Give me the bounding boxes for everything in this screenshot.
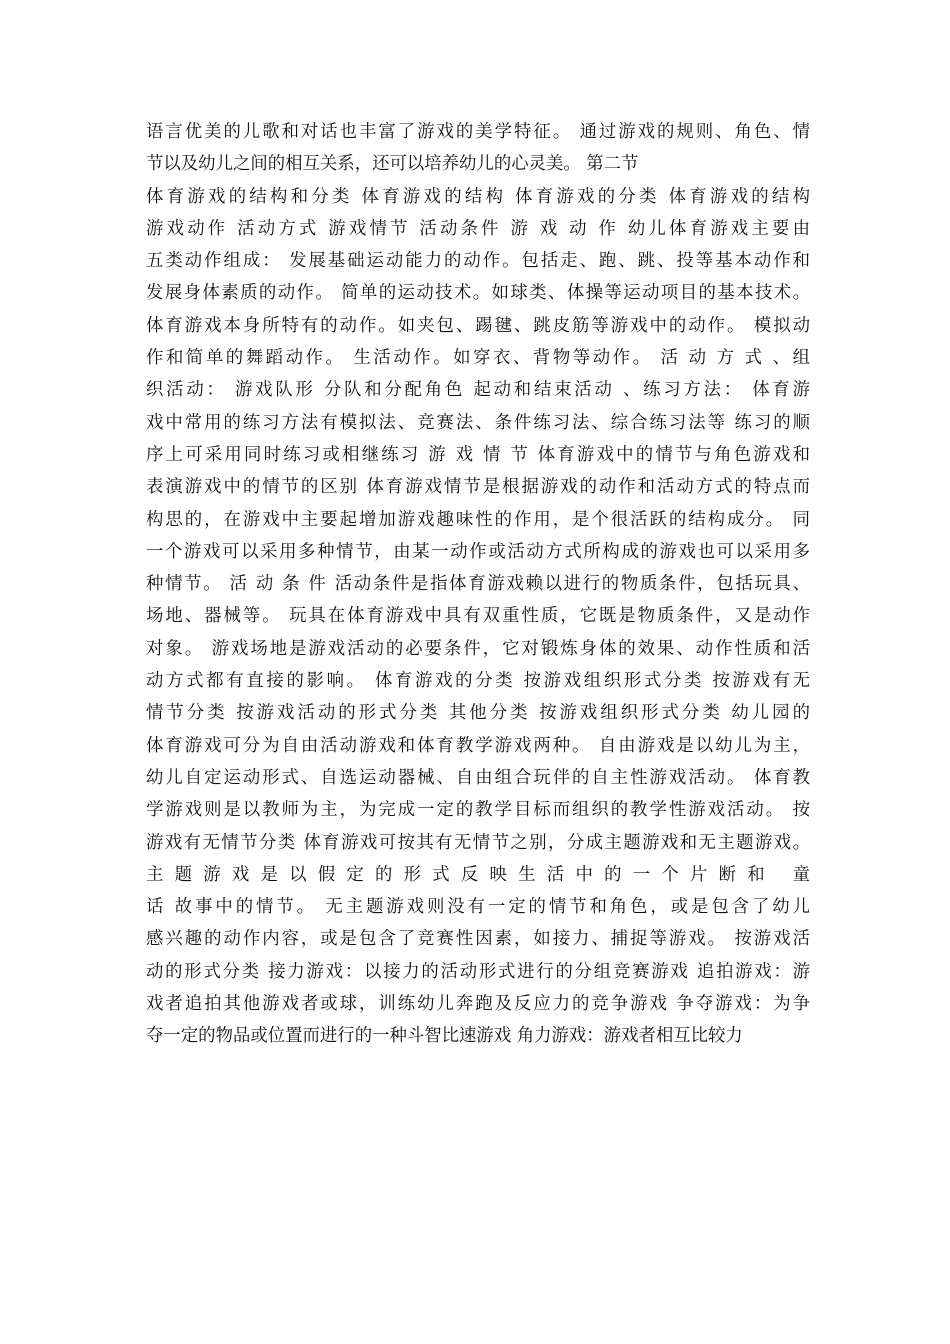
text-line: 序上可采用同时练习或相继练习 游 戏 情 节 体育游戏中的情节与角色游戏和 xyxy=(146,444,810,465)
text-line: 语言优美的儿歌和对话也丰富了游戏的美学特征。 通过游戏的规则、角色、情 xyxy=(146,122,810,142)
text-line: 一个游戏可以采用多种情节，由某一动作或活动方式所构成的游戏也可以采用多 xyxy=(146,541,810,562)
text-line: 话 故事中的情节。 无主题游戏则没有一定的情节和角色，或是包含了幼儿 xyxy=(146,897,810,918)
text-line: 体育游戏的结构和分类 体育游戏的结构 体育游戏的分类 体育游戏的结构 xyxy=(146,186,810,207)
text-line: 节以及幼儿之间的相互关系，还可以培养幼儿的心灵美。 第二节 xyxy=(146,154,639,175)
text-line: 动方式都有直接的影响。 体育游戏的分类 按游戏组织形式分类 按游戏有无 xyxy=(146,671,810,692)
text-line: 戏中常用的练习方法有模拟法、竞赛法、条件练习法、综合练习法等 练习的顺 xyxy=(146,412,810,433)
text-line: 情节分类 按游戏活动的形式分类 其他分类 按游戏组织形式分类 幼儿园的 xyxy=(146,703,810,724)
text-line: 主题游戏是以假定的形式反映生活中的一个片断和 童 xyxy=(146,864,810,885)
text-line: 夺一定的物品或位置而进行的一种斗智比速游戏 角力游戏：游戏者相互比较力 xyxy=(146,1026,743,1047)
text-line: 五类动作组成： 发展基础运动能力的动作。包括走、跑、跳、投等基本动作和 xyxy=(146,251,810,272)
text-line: 织活动： 游戏队形 分队和分配角色 起动和结束活动 、练习方法： 体育游 xyxy=(146,380,810,401)
text-line: 发展身体素质的动作。 简单的运动技术。如球类、体操等运动项目的基本技术。 xyxy=(146,283,810,304)
text-line: 对象。 游戏场地是游戏活动的必要条件，它对锻炼身体的效果、动作性质和活 xyxy=(146,638,810,659)
text-line: 种情节。 活 动 条 件 活动条件是指体育游戏赖以进行的物质条件，包括玩具、 xyxy=(146,574,810,595)
text-line: 构思的，在游戏中主要起增加游戏趣味性的作用，是个很活跃的结构成分。 同 xyxy=(146,509,810,530)
text-line: 体育游戏可分为自由活动游戏和体育教学游戏两种。 自由游戏是以幼儿为主， xyxy=(146,735,810,756)
body-text xyxy=(146,116,810,1053)
text-line: 学游戏则是以教师为主，为完成一定的教学目标而组织的教学性游戏活动。 按 xyxy=(146,800,810,821)
text-line: 幼儿自定运动形式、自选运动器械、自由组合玩伴的自主性游戏活动。 体育教 xyxy=(146,767,810,788)
text-line: 游戏动作 活动方式 游戏情节 活动条件 游 戏 动 作 幼儿体育游戏主要由 xyxy=(146,218,810,239)
text-line: 游戏有无情节分类 体育游戏可按其有无情节之别，分成主题游戏和无主题游戏。 xyxy=(146,832,810,853)
text-line: 感兴趣的动作内容，或是包含了竞赛性因素，如接力、捕捉等游戏。 按游戏活 xyxy=(146,929,810,950)
text-line: 场地、器械等。 玩具在体育游戏中具有双重性质，它既是物质条件，又是动作 xyxy=(146,606,810,627)
text-line: 表演游戏中的情节的区别 体育游戏情节是根据游戏的动作和活动方式的特点而 xyxy=(146,477,810,498)
text-line: 作和简单的舞蹈动作。 生活动作。如穿衣、背物等动作。 活 动 方 式 、组 xyxy=(146,348,810,369)
text-line: 体育游戏本身所特有的动作。如夹包、踢毽、跳皮筋等游戏中的动作。 模拟动 xyxy=(146,315,810,336)
text-line: 戏者追拍其他游戏者或球，训练幼儿奔跑及反应力的竞争游戏 争夺游戏：为争 xyxy=(146,994,810,1015)
text-line: 动的形式分类 接力游戏：以接力的活动形式进行的分组竞赛游戏 追拍游戏：游 xyxy=(146,961,810,982)
